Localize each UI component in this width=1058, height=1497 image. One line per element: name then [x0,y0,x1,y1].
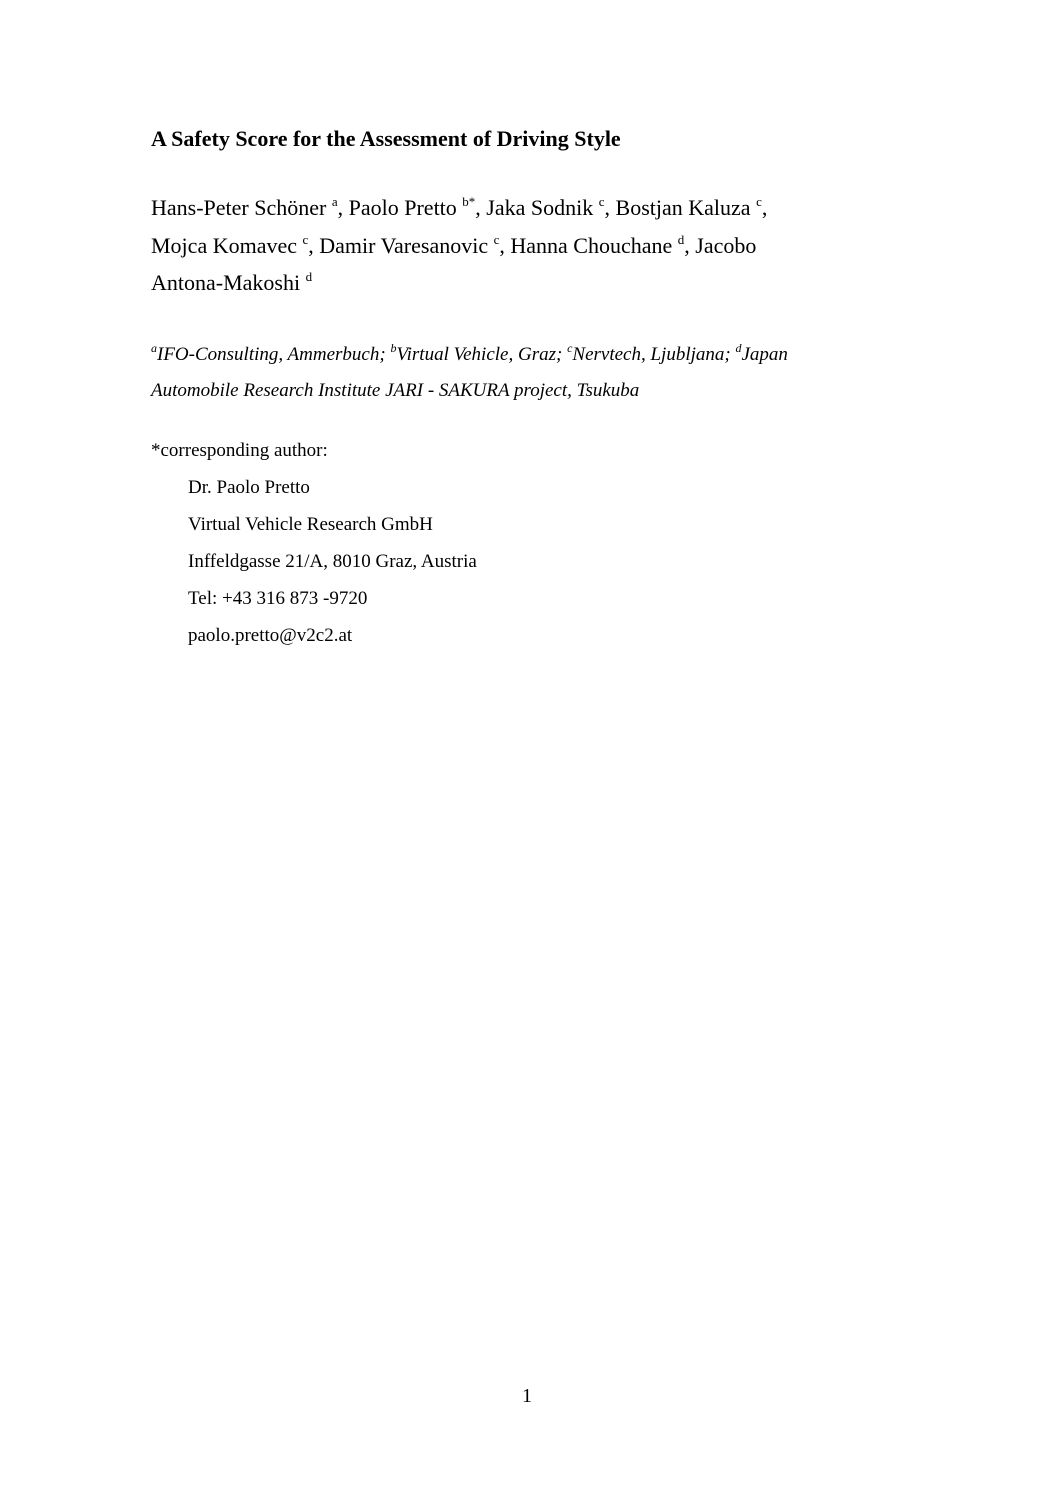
corresponding-author-name: Dr. Paolo Pretto [188,477,310,498]
affiliation-line-2: Automobile Research Institute JARI - SAKURA project, Tsukuba [151,380,640,401]
corresponding-author-organization: Virtual Vehicle Research GmbH [188,514,433,535]
author-affiliation-marker: c [756,194,762,209]
corresponding-author-block [151,432,477,654]
affiliation-text: IFO-Consulting, Ammerbuch; [157,344,391,365]
affiliation-line-1 [151,337,788,373]
paper-title: A Safety Score for the Assessment of Driving Style [151,126,621,151]
author-name: Hanna Chouchane [510,232,678,258]
author-affiliation-marker: b* [462,194,476,209]
author-separator: , [761,195,768,220]
affiliation-text: Nervtech, Ljubljana; [572,344,736,365]
author-separator: , [684,232,696,258]
author-separator: , [308,232,320,258]
author-name: Jacobo [695,232,757,258]
author-separator: , [337,195,349,220]
author-line-1 [151,189,911,227]
affiliation-text: Japan [741,344,788,365]
author-name: Bostjan Kaluza [615,195,757,220]
author-affiliation-marker: c [598,194,605,209]
author-affiliation-marker: a [331,194,338,209]
author-affiliation-marker: c [493,231,500,247]
page-number: 1 [522,1385,532,1407]
author-separator: , [499,232,511,258]
affiliation-marker: d [735,341,742,355]
author-name: Antona-Makoshi [151,270,306,295]
affiliations [151,337,788,409]
affiliation-text: Virtual Vehicle, Graz; [396,344,568,365]
author-affiliation-marker: d [305,269,313,284]
author-name: Hans-Peter Schöner [151,195,332,220]
author-name: Damir Varesanovic [319,232,494,258]
author-affiliation-marker: c [302,231,309,247]
author-affiliation-marker: d [677,231,685,247]
author-name: Mojca Komavec [151,232,303,258]
author-name: Jaka Sodnik [486,195,599,220]
author-line-3 [151,264,911,302]
affiliation-marker: b [390,341,397,355]
author-separator: , [475,195,487,220]
corresponding-author-phone: Tel: +43 316 873 -9720 [188,588,368,609]
author-separator: , [604,195,616,220]
corresponding-author-email: paolo.pretto@v2c2.at [188,625,353,646]
affiliation-marker: a [151,341,157,355]
affiliation-marker: c [567,341,573,355]
author-list [151,189,911,302]
corresponding-author-label: *corresponding author: [151,440,328,461]
author-name: Paolo Pretto [348,195,463,220]
author-line-2 [151,227,911,265]
corresponding-author-address: Inffeldgasse 21/A, 8010 Graz, Austria [188,551,477,572]
